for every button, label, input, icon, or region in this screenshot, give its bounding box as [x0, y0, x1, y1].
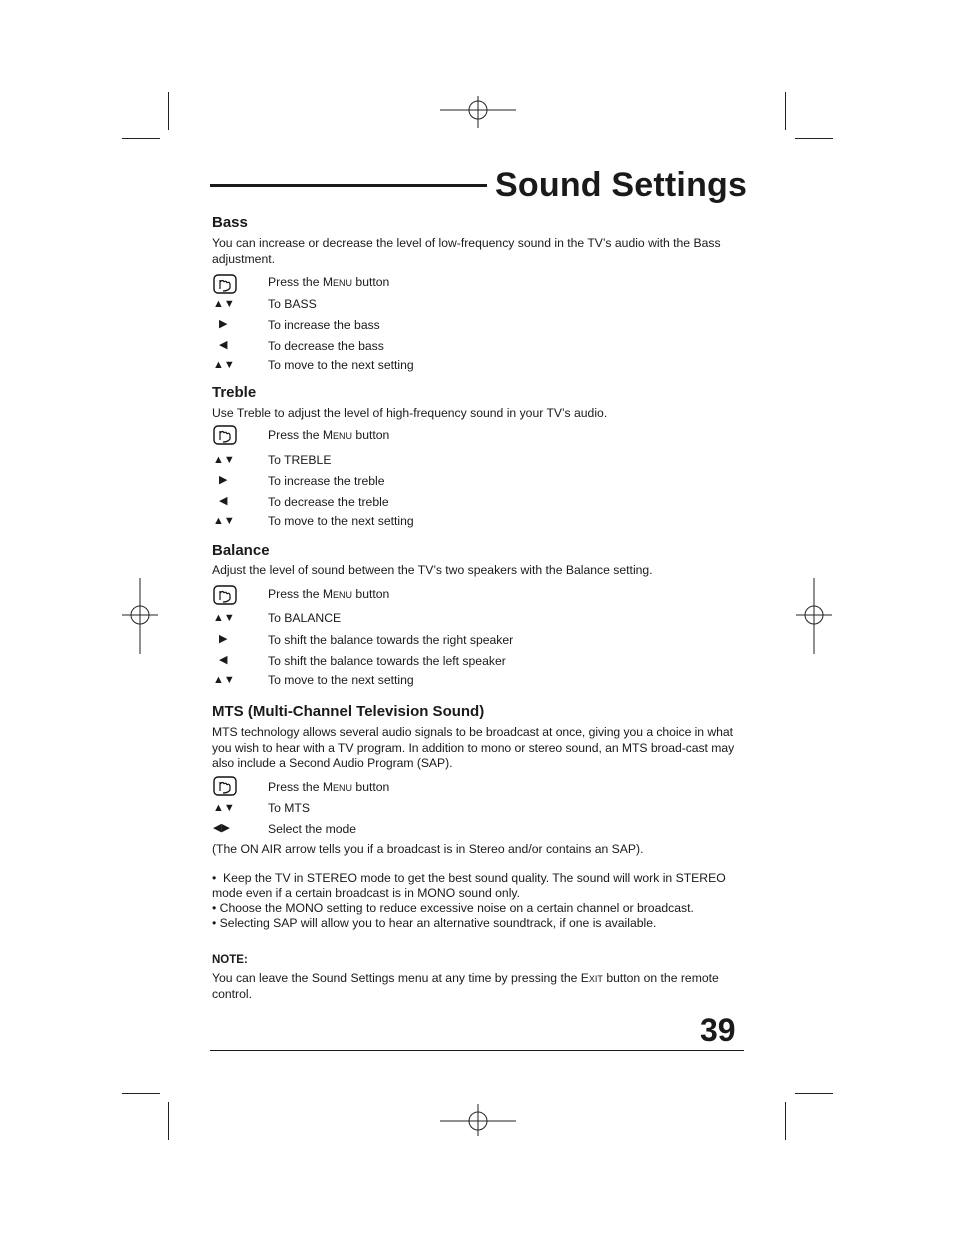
right-arrow-icon: ▶ [219, 633, 228, 645]
left-arrow-icon: ◀ [219, 495, 228, 507]
up-down-arrow-icon: ▲▼ [213, 674, 235, 686]
right-arrow-icon: ▶ [219, 318, 228, 330]
bass-heading: Bass [212, 214, 248, 231]
treble-step-menu: Press the Menu button [268, 428, 390, 442]
list-item: • Choose the MONO setting to reduce excessive noise on a certain channel or broadcast. [212, 901, 694, 915]
list-item: • Selecting SAP will allow you to hear an alternative soundtrack, if one is available. [212, 916, 657, 930]
bass-step: To BASS [268, 297, 317, 311]
registration-mark [440, 1104, 516, 1140]
mts-step: To MTS [268, 801, 310, 815]
crop-mark [122, 1093, 160, 1094]
crop-mark [795, 138, 833, 139]
crop-mark [785, 92, 786, 130]
up-down-arrow-icon: ▲▼ [213, 454, 235, 466]
crop-mark [168, 92, 169, 130]
bullet-icon: • [212, 871, 224, 885]
left-arrow-icon: ◀ [219, 339, 228, 351]
menu-hand-icon [213, 425, 237, 445]
list-item: • Keep the TV in STEREO mode to get the best sound quality. The sound will work in STEREO mode even if a certain broadcast is in MONO sound only. [212, 871, 726, 900]
left-arrow-icon: ◀ [219, 654, 228, 666]
title-rule [210, 184, 487, 187]
mts-heading: MTS (Multi-Channel Television Sound) [212, 703, 485, 720]
note-label: NOTE: [212, 954, 248, 966]
up-down-arrow-icon: ▲▼ [213, 298, 235, 310]
crop-mark [785, 1102, 786, 1140]
crop-mark [795, 1093, 833, 1094]
treble-step: To move to the next setting [268, 514, 414, 528]
bass-step: To move to the next setting [268, 358, 414, 372]
bullet-icon: • [212, 916, 220, 930]
mts-intro: MTS technology allows several audio signals to be broadcast at once, giving you a choice in what you wish to hear with a TV program. In addition to mono or stereo sound, an MTS broad-cast may also include a Second Audio Program (SAP). [212, 725, 735, 770]
up-down-arrow-icon: ▲▼ [213, 515, 235, 527]
treble-heading: Treble [212, 384, 257, 401]
registration-mark [122, 578, 158, 654]
crop-mark [168, 1102, 169, 1140]
bass-step: To decrease the bass [268, 339, 384, 353]
treble-step: To increase the treble [268, 474, 385, 488]
treble-step: To TREBLE [268, 453, 332, 467]
page-title: Sound Settings [495, 166, 748, 204]
bass-step: To increase the bass [268, 318, 380, 332]
registration-mark [796, 578, 832, 654]
treble-intro: Use Treble to adjust the level of high-frequency sound in your TV’s audio. [212, 406, 608, 420]
page-number: 39 [700, 1012, 736, 1048]
left-right-arrow-icon: ◀▶ [213, 822, 230, 834]
balance-step: To shift the balance towards the left speaker [268, 654, 506, 668]
menu-hand-icon [213, 274, 237, 294]
bass-intro: You can increase or decrease the level of low-frequency sound in the TV’s audio with the Bass adjustment. [212, 236, 721, 266]
treble-step: To decrease the treble [268, 495, 389, 509]
registration-mark [440, 92, 516, 128]
note-text: You can leave the Sound Settings menu at any time by pressing the Exit button on the remote control. [212, 971, 719, 1001]
right-arrow-icon: ▶ [219, 474, 228, 486]
balance-step: To shift the balance towards the right speaker [268, 633, 514, 647]
mts-step-menu: Press the Menu button [268, 780, 390, 794]
bullet-icon: • [212, 901, 220, 915]
menu-hand-icon [213, 585, 237, 605]
balance-step-menu: Press the Menu button [268, 587, 390, 601]
crop-mark [122, 138, 160, 139]
on-air-note: (The ON AIR arrow tells you if a broadcast is in Stereo and/or contains an SAP). [212, 842, 644, 856]
balance-step: To BALANCE [268, 611, 342, 625]
up-down-arrow-icon: ▲▼ [213, 802, 235, 814]
balance-heading: Balance [212, 542, 270, 559]
footer-rule [210, 1050, 744, 1051]
menu-hand-icon [213, 776, 237, 796]
bass-step-menu: Press the Menu button [268, 275, 390, 289]
mts-step: Select the mode [268, 822, 357, 836]
balance-step: To move to the next setting [268, 673, 414, 687]
up-down-arrow-icon: ▲▼ [213, 359, 235, 371]
up-down-arrow-icon: ▲▼ [213, 612, 235, 624]
balance-intro: Adjust the level of sound between the TV’s two speakers with the Balance setting. [212, 563, 653, 577]
